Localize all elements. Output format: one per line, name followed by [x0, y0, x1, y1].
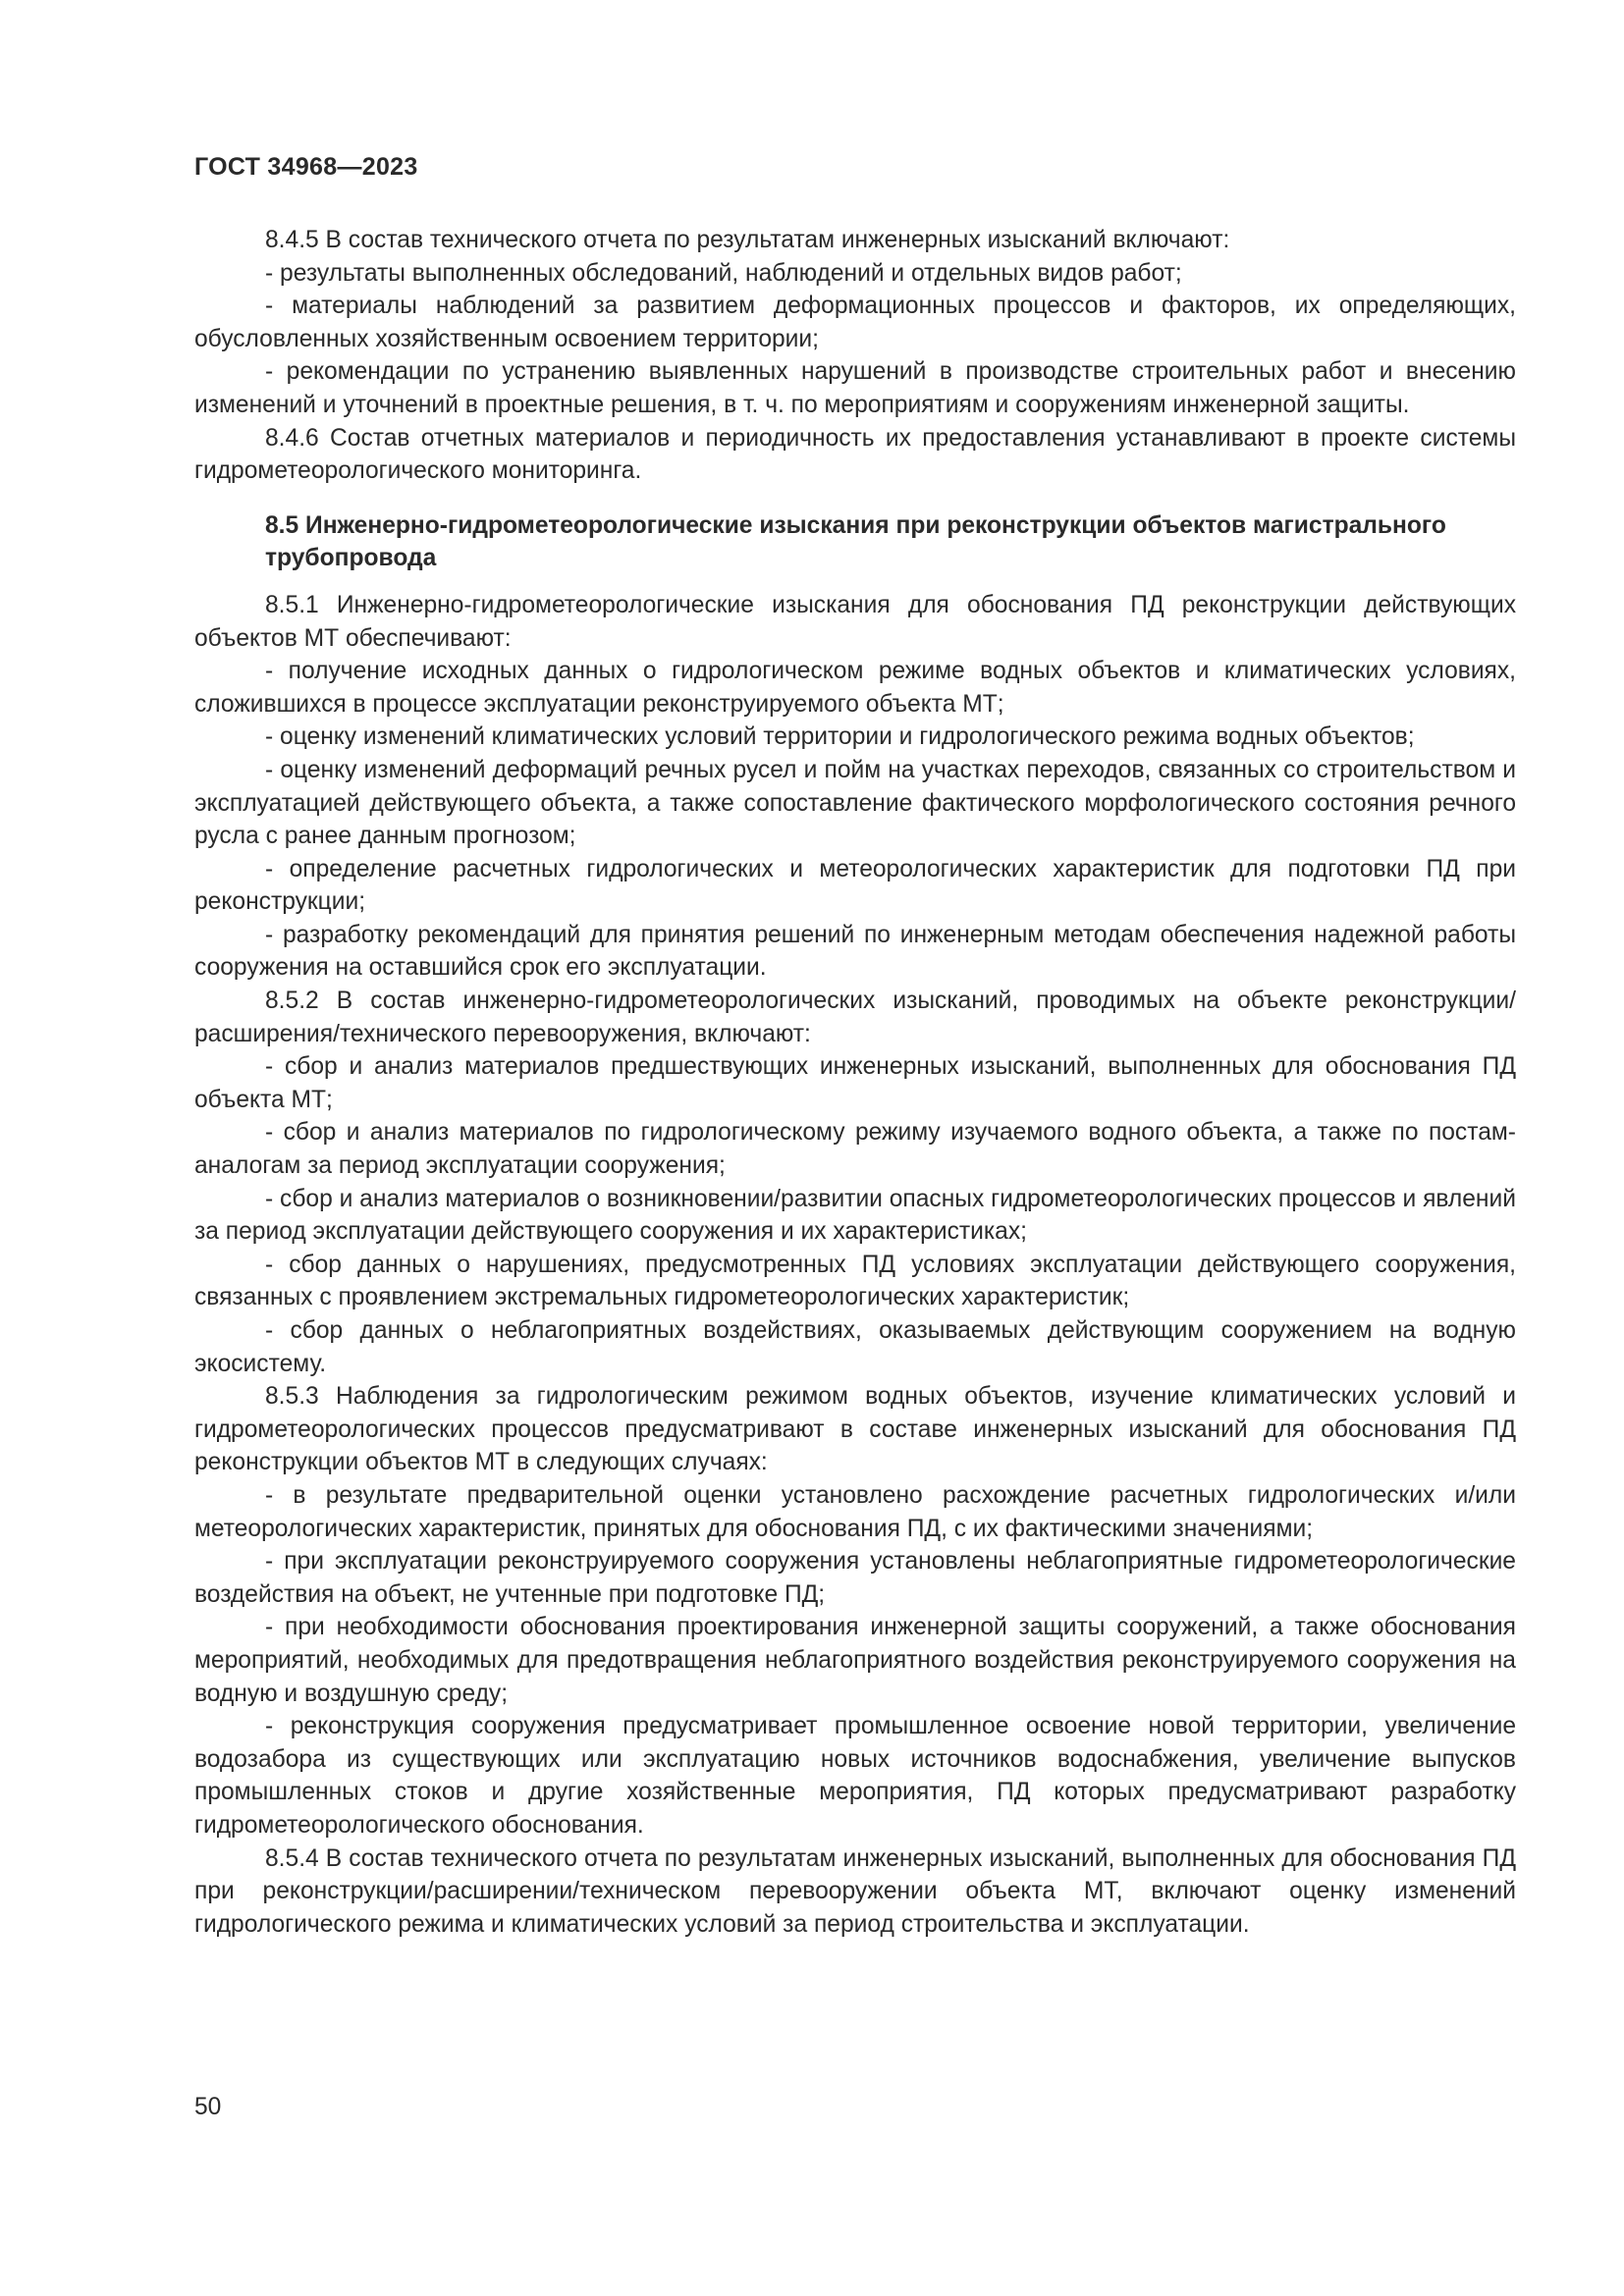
paragraph: 8.4.6 Состав отчетных материалов и периодичность их предоставления устанавливают в проекте системы гидрометеорологического мониторинга. — [194, 424, 1516, 485]
paragraph: - сбор данных о неблагоприятных воздействиях, оказываемых действующим сооружением на водную экосистему. — [194, 1317, 1516, 1377]
paragraph: - рекомендации по устранению выявленных нарушений в производстве строительных работ и внесению изменений и уточнений в проектные решения, в т. ч. по мероприятиям и сооружениям инженерной защиты. — [194, 358, 1516, 418]
paragraph: - при эксплуатации реконструируемого сооружения установлены неблагоприятные гидрометеорологические воздействия на объект, не учтенные при подготовке ПД; — [194, 1548, 1516, 1608]
paragraph: - в результате предварительной оценки установлено расхождение расчетных гидрологических и/или метеорологических характеристик, принятых для обоснования ПД, с их фактическими значениями; — [194, 1481, 1516, 1542]
paragraph: 8.5.3 Наблюдения за гидрологическим режимом водных объектов, изучение климатических условий и гидрометеорологических процессов предусматривают в составе инженерных изысканий для обоснования ПД реконструкции объектов МТ в следующих случаях: — [194, 1383, 1516, 1476]
paragraph: - определение расчетных гидрологических и метеорологических характеристик для подготовки ПД при реконструкции; — [194, 855, 1516, 916]
section-heading: 8.5 Инженерно-гидрометеорологические изыскания при реконструкции объектов магистрального трубопровода — [265, 511, 1446, 572]
paragraph: - получение исходных данных о гидрологическом режиме водных объектов и климатических условиях, сложившихся в процессе эксплуатации реконструируемого объекта МТ; — [194, 658, 1516, 718]
paragraph: - сбор и анализ материалов по гидрологическому режиму изучаемого водного объекта, а также по постам-аналогам за период эксплуатации сооружения; — [194, 1119, 1516, 1180]
paragraph: - материалы наблюдений за развитием деформационных процессов и факторов, их определяющих, обусловленных хозяйственным освоением территории; — [194, 293, 1516, 352]
paragraph: - оценку изменений климатических условий территории и гидрологического режима водных объектов; — [265, 723, 1415, 751]
paragraph: - при необходимости обоснования проектирования инженерной защиты сооружений, а также обоснования мероприятий, необходимых для предотвращения неблагоприятного воздействия реконструируемого сооружения на водную и воздушную среду; — [194, 1614, 1516, 1707]
document-body — [194, 224, 1516, 1941]
document-code-header: ГОСТ 34968—2023 — [194, 153, 418, 181]
paragraph: 8.5.4 В состав технического отчета по результатам инженерных изысканий, выполненных для обоснования ПД при реконструкции/расширении/техническом перевооружении объекта МТ, включают оценку изменений гидрологического режима и климатических условий за период строительства и эксплуатации. — [194, 1844, 1516, 1938]
paragraph: 8.5.2 В состав инженерно-гидрометеорологических изысканий, проводимых на объекте реконструкции/расширения/технического перевооружения, включают: — [194, 988, 1516, 1047]
paragraph: - реконструкция сооружения предусматривает промышленное освоение новой территории, увеличение водозабора из существующих или эксплуатацию новых источников водоснабжения, увеличение выпусков промышленных стоков и другие хозяйственные мероприятия, ПД которых предусматривают разработку гидрометеорологического обоснования. — [194, 1713, 1516, 1839]
paragraph: - сбор данных о нарушениях, предусмотренных ПД условиях эксплуатации действующего сооружения, связанных с проявлением экстремальных гидрометеорологических характеристик; — [194, 1251, 1516, 1311]
paragraph: 8.5.1 Инженерно-гидрометеорологические изыскания для обоснования ПД реконструкции действующих объектов МТ обеспечивают: — [194, 591, 1516, 652]
paragraph: - сбор и анализ материалов предшествующих инженерных изысканий, выполненных для обоснования ПД объекта МТ; — [194, 1053, 1516, 1113]
paragraph: 8.4.5 В состав технического отчета по результатам инженерных изысканий включают: — [265, 227, 1230, 253]
paragraph: - результаты выполненных обследований, наблюдений и отдельных видов работ; — [265, 259, 1182, 287]
paragraph: - разработку рекомендаций для принятия решений по инженерным методам обеспечения надежной работы сооружения на оставшийся срок его эксплуатации. — [194, 921, 1516, 982]
paragraph: - оценку изменений деформаций речных русел и пойм на участках переходов, связанных со строительством и эксплуатацией действующего объекта, а также сопоставление фактического морфологического состояния речного русла с ранее данным прогнозом; — [194, 756, 1516, 850]
paragraph: - сбор и анализ материалов о возникновении/развитии опасных гидрометеорологических процессов и явлений за период эксплуатации действующего сооружения и их характеристиках; — [194, 1185, 1516, 1246]
page-number: 50 — [194, 2094, 222, 2120]
